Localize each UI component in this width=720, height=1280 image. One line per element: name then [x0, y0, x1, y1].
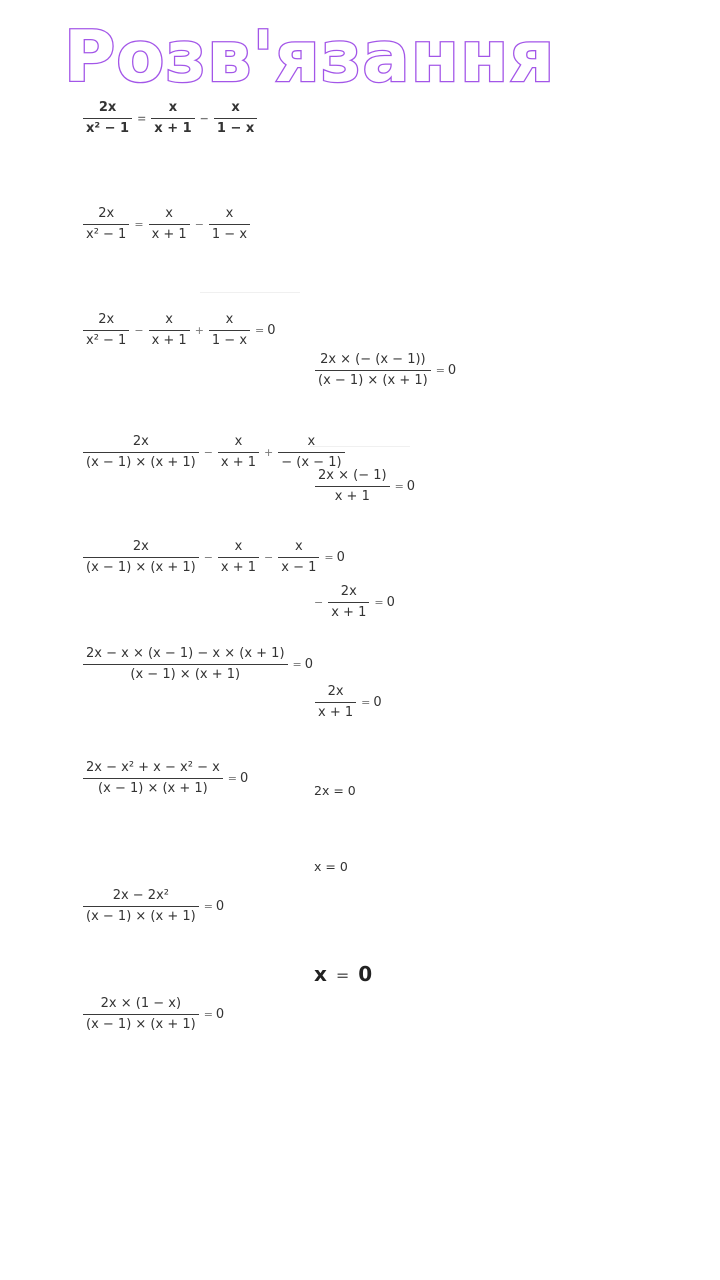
fraction	[149, 312, 190, 349]
minus-sign: −	[264, 551, 274, 564]
right-hand-side: 0	[336, 550, 345, 565]
denominator: (x − 1) × (x + 1)	[83, 778, 223, 797]
right-hand-side: 0	[447, 363, 457, 378]
fraction	[278, 434, 344, 471]
fraction	[83, 646, 288, 683]
minus-sign: −	[194, 218, 204, 231]
fraction	[83, 539, 199, 576]
equals-sign: =	[435, 364, 445, 377]
numerator: x	[225, 312, 234, 327]
denominator: (x − 1) × (x + 1)	[83, 664, 288, 683]
right-hand-side: 0	[215, 899, 225, 914]
denominator: x² − 1	[83, 118, 132, 137]
answer-variable: x	[314, 962, 327, 986]
page-title: Розв'язання	[64, 16, 556, 98]
equals-sign: =	[134, 218, 144, 231]
denominator: x + 1	[315, 702, 356, 721]
denominator: 1 − x	[209, 330, 250, 349]
minus-sign: −	[199, 112, 209, 125]
minus-sign: −	[134, 324, 144, 337]
fraction	[315, 352, 431, 389]
denominator: x + 1	[218, 557, 259, 576]
minus-sign: −	[203, 551, 213, 564]
right-hand-side: 0	[267, 323, 276, 338]
denominator: 1 − x	[209, 224, 250, 243]
numerator: x	[165, 312, 173, 327]
fraction	[218, 434, 259, 471]
fraction	[83, 760, 223, 797]
equation-text: x = 0	[314, 859, 348, 874]
equation-step-8	[80, 888, 224, 925]
right-hand-side: 0	[373, 695, 382, 710]
denominator: x + 1	[151, 118, 194, 137]
equals-sign: =	[374, 596, 384, 609]
equals-sign: =	[361, 696, 371, 709]
plus-sign: +	[194, 324, 204, 337]
denominator: 1 − x	[214, 118, 257, 137]
denominator: x + 1	[149, 330, 190, 349]
equation-step-7	[80, 760, 248, 797]
equals-sign: =	[227, 772, 238, 785]
fraction	[278, 539, 319, 576]
right-hand-side: 0	[240, 771, 249, 786]
numerator: 2x	[340, 584, 357, 599]
numerator: x	[231, 100, 240, 115]
equation-step-2	[80, 206, 253, 243]
equation-step-3	[80, 312, 276, 349]
minus-sign: −	[314, 596, 324, 609]
denominator: x + 1	[149, 224, 190, 243]
denominator: (x − 1) × (x + 1)	[83, 557, 199, 576]
numerator: x	[168, 100, 178, 115]
denominator: x² − 1	[83, 224, 129, 243]
fraction	[209, 312, 250, 349]
denominator: − (x − 1)	[278, 452, 344, 471]
denominator: x² − 1	[83, 330, 129, 349]
equation-step-15	[314, 859, 348, 874]
fraction	[83, 434, 199, 471]
denominator: x + 1	[328, 602, 369, 621]
denominator: x + 1	[218, 452, 259, 471]
fraction	[315, 468, 390, 505]
equation-step-4	[80, 434, 348, 471]
equals-sign: =	[394, 480, 404, 493]
equation-step-13	[312, 684, 382, 721]
fraction	[151, 100, 194, 137]
numerator: 2x	[98, 100, 117, 115]
fraction	[315, 684, 356, 721]
equation-step-10	[312, 352, 456, 389]
numerator: x	[165, 206, 173, 221]
equation-step-11	[312, 468, 415, 505]
numerator: x	[225, 206, 234, 221]
fraction	[83, 100, 132, 137]
right-hand-side: 0	[386, 595, 395, 610]
denominator: (x − 1) × (x + 1)	[83, 1014, 199, 1033]
equation-step-5	[80, 539, 345, 576]
right-hand-side: 0	[215, 1007, 225, 1022]
numerator: 2x	[327, 684, 344, 699]
equals-sign: =	[335, 966, 350, 985]
denominator: (x − 1) × (x + 1)	[83, 906, 199, 925]
divider	[200, 292, 300, 293]
fraction	[218, 539, 259, 576]
fraction	[214, 100, 257, 137]
equals-sign: =	[324, 551, 334, 564]
numerator: 2x	[132, 539, 149, 554]
equation-step-12	[312, 584, 395, 621]
answer-value: 0	[358, 962, 373, 986]
fraction	[209, 206, 250, 243]
numerator: 2x × (− 1)	[318, 468, 387, 483]
numerator: 2x	[98, 312, 115, 327]
fraction	[328, 584, 369, 621]
denominator: (x − 1) × (x + 1)	[315, 370, 431, 389]
fraction	[149, 206, 190, 243]
numerator: x	[294, 539, 303, 554]
numerator: x	[234, 434, 243, 449]
numerator: x	[307, 434, 316, 449]
equation-step-6	[80, 646, 313, 683]
numerator: x	[234, 539, 243, 554]
numerator: 2x × (− (x − 1))	[320, 352, 426, 367]
right-hand-side: 0	[304, 657, 314, 672]
equation-step-14	[314, 783, 356, 798]
equals-sign: =	[255, 324, 265, 337]
numerator: 2x − x² + x − x² − x	[86, 760, 220, 775]
equation-step-9	[80, 996, 224, 1033]
fraction	[83, 312, 129, 349]
denominator: x − 1	[278, 557, 319, 576]
fraction	[83, 996, 199, 1033]
right-hand-side: 0	[406, 479, 416, 494]
fraction	[83, 888, 199, 925]
equals-sign: =	[137, 112, 147, 125]
equation-step-1	[80, 100, 260, 137]
numerator: 2x	[98, 206, 115, 221]
minus-sign: −	[203, 446, 213, 459]
numerator: 2x × (1 − x)	[100, 996, 182, 1011]
denominator: (x − 1) × (x + 1)	[83, 452, 199, 471]
numerator: 2x − 2x²	[112, 888, 169, 903]
denominator: x + 1	[315, 486, 390, 505]
numerator: 2x	[132, 434, 149, 449]
numerator: 2x − x × (x − 1) − x × (x + 1)	[86, 646, 285, 661]
equals-sign: =	[203, 900, 213, 913]
equals-sign: =	[203, 1008, 213, 1021]
equals-sign: =	[292, 658, 302, 671]
final-answer	[314, 962, 372, 986]
plus-sign: +	[264, 446, 274, 459]
fraction	[83, 206, 129, 243]
equation-text: 2x = 0	[314, 783, 356, 798]
